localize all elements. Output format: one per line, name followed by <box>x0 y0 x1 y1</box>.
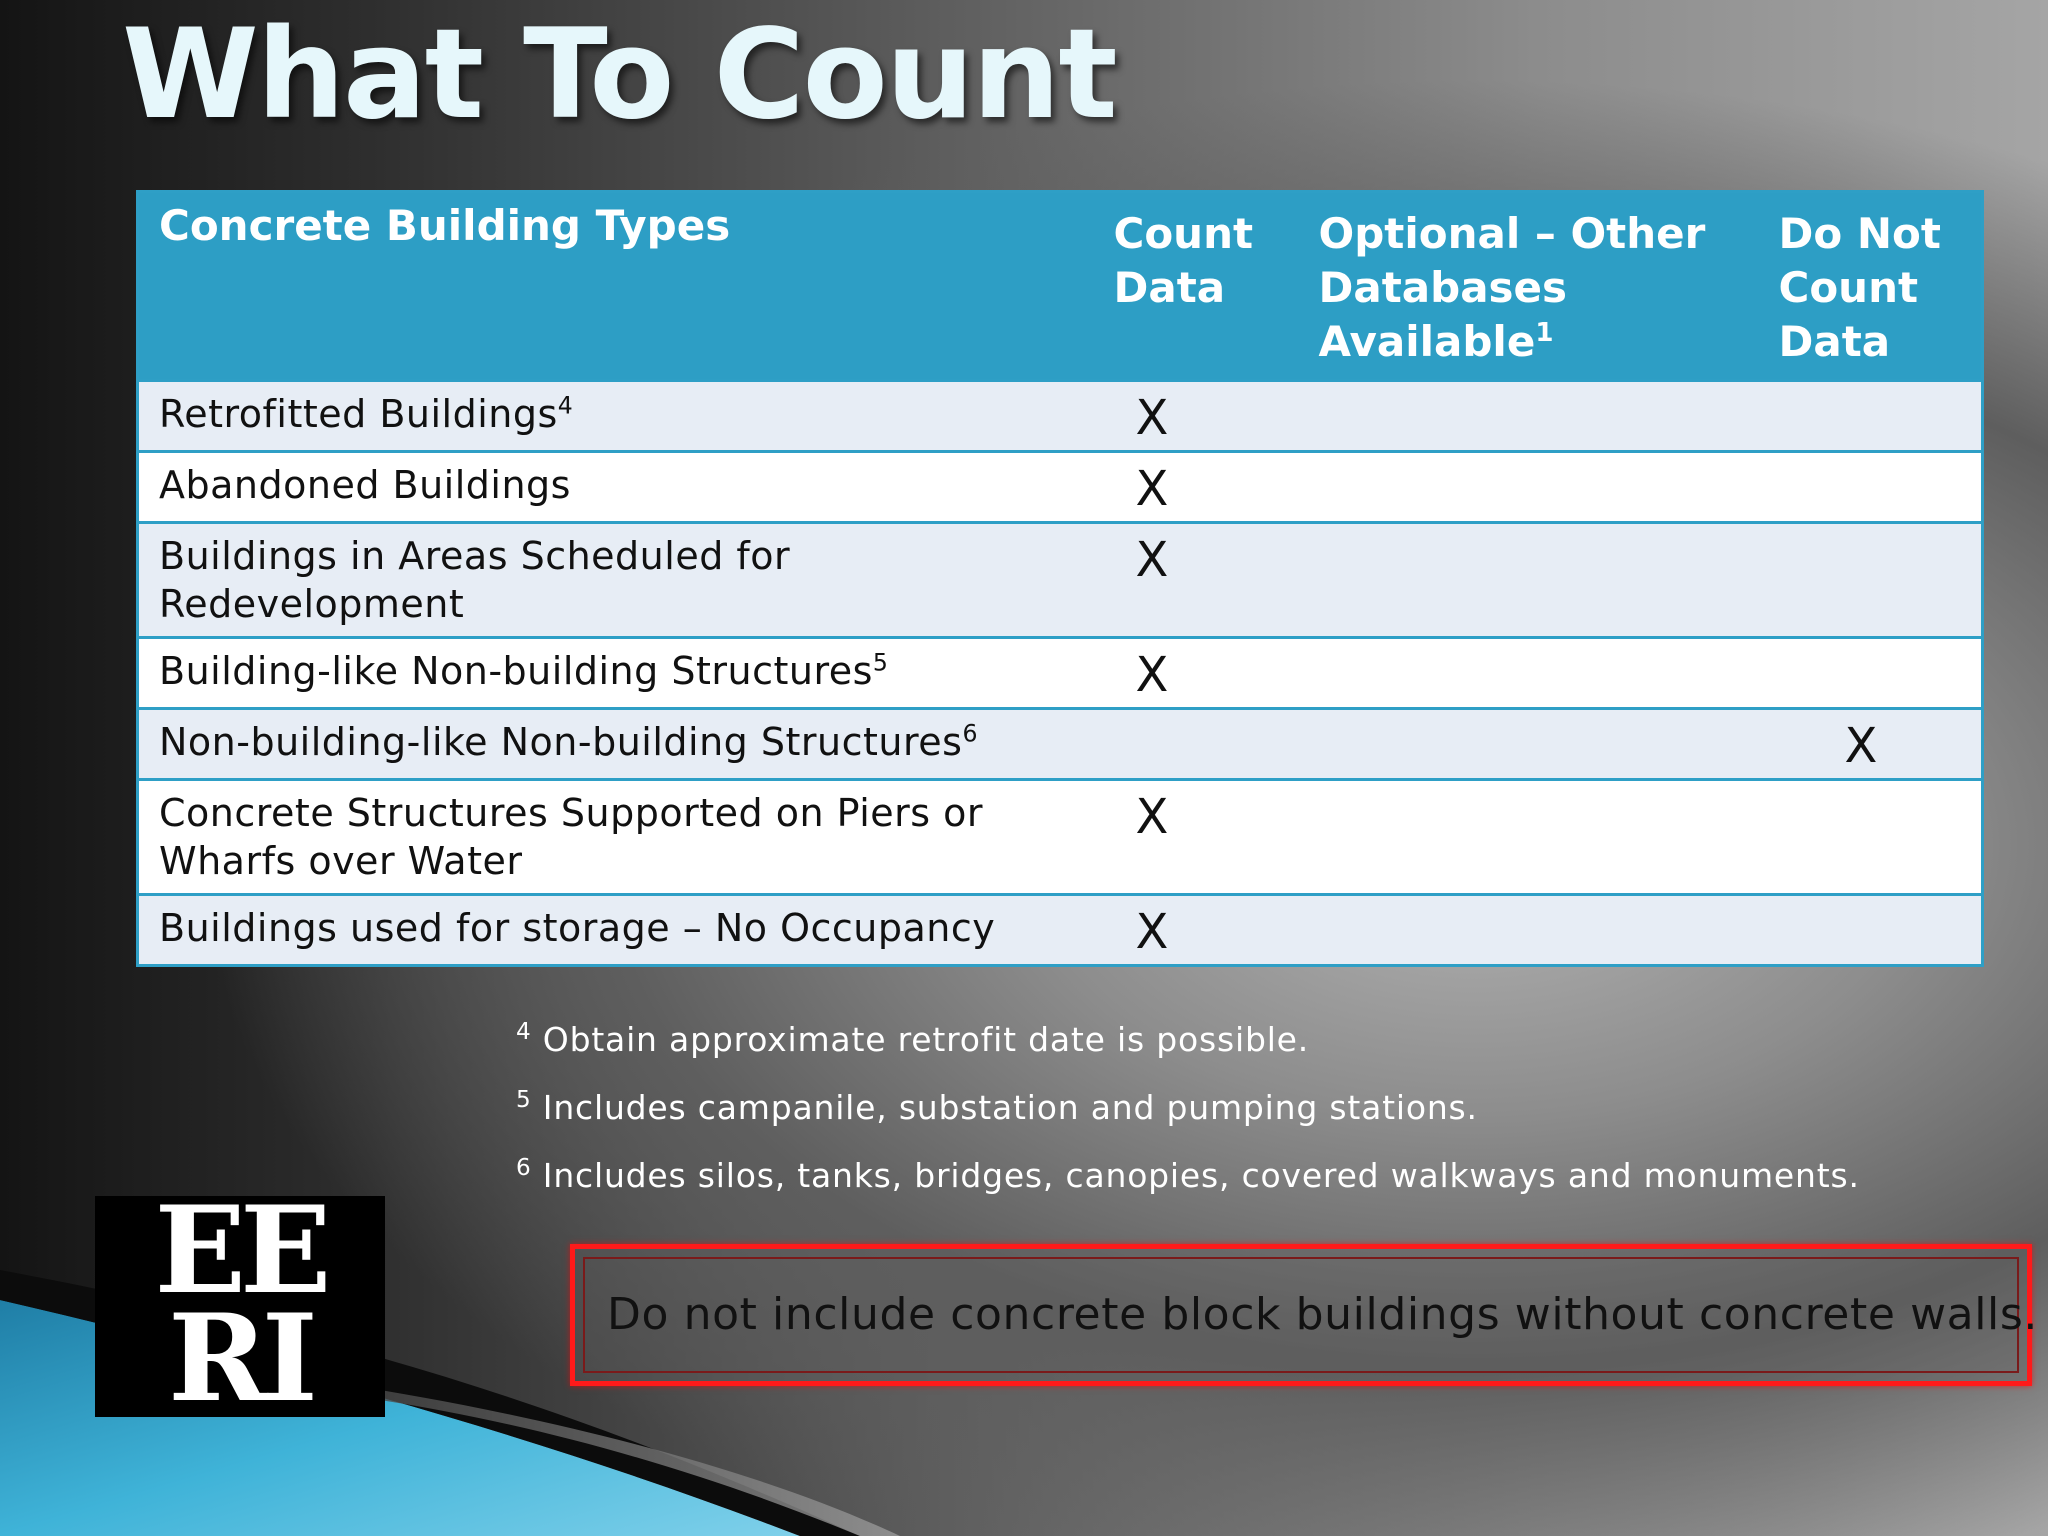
optional-mark <box>1301 452 1761 523</box>
table-header-row <box>138 192 1983 381</box>
row-label: Buildings in Areas Scheduled for Redevelopment <box>138 523 1096 638</box>
table-row <box>138 452 1983 523</box>
footnote-4: $^4$ Obtain approximate retrofit date is possible. <box>516 1019 1310 1059</box>
count-data-mark: X <box>1096 381 1301 452</box>
optional-mark <box>1301 709 1761 780</box>
do-not-count-mark <box>1761 381 1983 452</box>
logo-line-2: RI <box>168 1288 312 1417</box>
do-not-count-mark <box>1761 452 1983 523</box>
footnote-5: $^5$ Includes campanile, substation and pumping stations. <box>516 1087 1478 1127</box>
header-count-data: Count Data <box>1096 192 1301 381</box>
row-label: Non-building-like Non-building Structures$^6$ <box>138 709 1096 780</box>
table-row <box>138 780 1983 895</box>
slide-title: What To Count <box>122 3 1116 147</box>
optional-mark <box>1301 638 1761 709</box>
optional-mark <box>1301 895 1761 966</box>
count-data-mark: X <box>1096 638 1301 709</box>
table-row <box>138 523 1983 638</box>
logo-line-1: EE <box>154 1196 326 1321</box>
do-not-count-mark <box>1761 638 1983 709</box>
do-not-count-mark: X <box>1761 709 1983 780</box>
do-not-count-mark <box>1761 895 1983 966</box>
optional-mark <box>1301 381 1761 452</box>
header-building-types: Concrete Building Types <box>138 192 1096 381</box>
warning-note-text: Do not include concrete block buildings without concrete walls. <box>607 1289 2038 1340</box>
eeri-logo <box>95 1196 385 1417</box>
do-not-count-mark <box>1761 780 1983 895</box>
table-row <box>138 638 1983 709</box>
table-row <box>138 895 1983 966</box>
table-row <box>138 381 1983 452</box>
count-data-mark <box>1096 709 1301 780</box>
building-types-table <box>136 190 1984 967</box>
row-label: Building-like Non-building Structures$^5$ <box>138 638 1096 709</box>
count-data-mark: X <box>1096 780 1301 895</box>
count-data-mark: X <box>1096 452 1301 523</box>
header-do-not-count: Do Not Count Data <box>1761 192 1983 381</box>
header-optional-databases: Optional – Other Databases Available$^1$ <box>1301 192 1761 381</box>
count-data-mark: X <box>1096 523 1301 638</box>
count-data-mark: X <box>1096 895 1301 966</box>
optional-mark <box>1301 523 1761 638</box>
row-label: Buildings used for storage – No Occupancy <box>138 895 1096 966</box>
do-not-count-mark <box>1761 523 1983 638</box>
row-label: Abandoned Buildings <box>138 452 1096 523</box>
footnote-6: $^6$ Includes silos, tanks, bridges, canopies, covered walkways and monuments. <box>516 1155 1860 1195</box>
warning-note-box <box>570 1244 2038 1386</box>
optional-mark <box>1301 780 1761 895</box>
row-label: Concrete Structures Supported on Piers or Wharfs over Water <box>138 780 1096 895</box>
row-label: Retrofitted Buildings$^4$ <box>138 381 1096 452</box>
table-row <box>138 709 1983 780</box>
